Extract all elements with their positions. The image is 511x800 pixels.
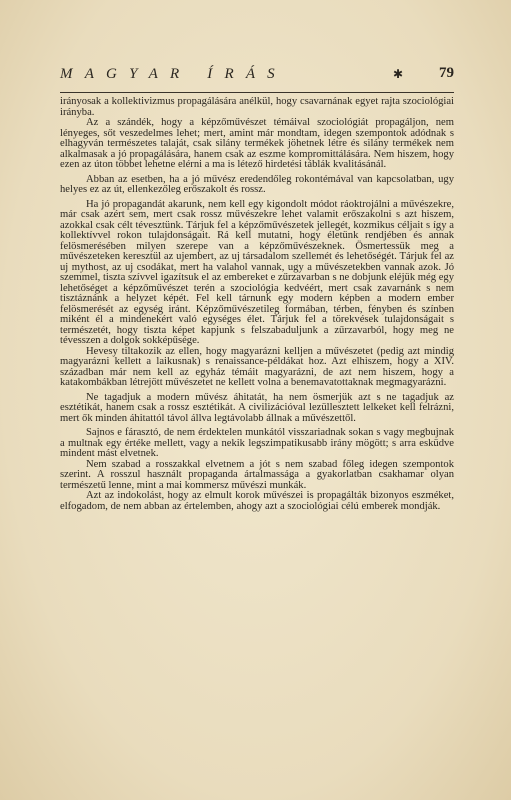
running-header (60, 66, 454, 88)
running-title: MAGYAR ÍRÁS (60, 66, 287, 82)
paragraph-5: Hevesy tiltakozik az ellen, hogy magyarázni kelljen a művészetet (pedig azt mindig magyarázni kellett a laikusnak) s renaissance-példákat hoz. Azt elhiszem, hogy a XIV. században már nem kell az egyház témáit magyarázni, de azt nem hiszem, hogy a katakombákban létrejött művészetet ne kellett volna a benemavatottaknak megmagyarázni. (60, 345, 454, 388)
paragraph-4: Ha jó propagandát akarunk, nem kell egy kigondolt módot ráoktrojálni a művészekre, már csak azért sem, mert csak rossz művészekre lehet valamit erőszakolni s azt hiszem, azokkal csak célt tévesztünk. Tárjuk fel a képzőművészetek jellegét, kozmikus céljait s így a kollektívvel rokon tulajdonságait. Rá kell mutatni, hogy életünk rendjében és annak felösmerésében milyen szerepe van a képzőművészeknek. Ösmertessük meg a művészeteken keresztül az ujembert, az uj társadalom szellemét és lehetőségét. Tárjuk fel az uj mythost, az uj csodákat, mert ha valahol vannak, ugy a művészetekben vannak azok. Jó szemmel, tiszta szívvel igazítsuk el az embereket e zűrzavarban s ne dobjunk eléjük még egy lehetőséget a képzőművészet terén a szociológia kedvéért, mert csak zavarnánk s nem tisztáznánk a helyzet képét. Fel kell tárnunk egy modern képben a modern ember felösmerését az egység iránt. Képzőművészetileg formában, térben, fényben és színben miként él a mindenekért való egységes élet. Tárjuk fel a törekvések tulajdonságait s természetét, hogy tiszta képet kapjunk s felszabaduljunk a zűrzavarból, hogy meg ne tévesszen a dolgok sokképűsége. (60, 198, 454, 346)
asterisk-ornament-icon: ✱ (393, 67, 404, 81)
paragraph-6: Ne tagadjuk a modern művész áhitatát, ha nem ösmerjük azt s ne tagadjuk az esztétikát, hanem csak a rossz esztétikát. A civilizációval lezüllesztett lelkeket kell felrázni, mert ők minden áhitattól távol állva legtávolabb állnak a művészettől. (60, 391, 454, 424)
paragraph-3: Abban az esetben, ha a jó művész eredendőleg rokontémával van kapcsolatban, ugy helyes ez az út, ellenkezőleg erőszakolt és rossz. (60, 173, 454, 195)
page-number: 79 (439, 65, 454, 81)
paragraph-7: Sajnos e fárasztó, de nem érdektelen munkától visszariadnak sokan s vagy megbujnak a multnak egy értéke mellett, vagy a nekik legszimpatikusabb irány mögött; s arra esküdve mindent mást elvetnek. (60, 427, 454, 459)
paragraph-9: Azt az indokolást, hogy az elmult korok művészei is propagálták bizonyos eszméket, elfogadom, de nem abban az értelemben, ahogy azt a szociológiai célú emberek mondják. (60, 490, 454, 512)
header-rule (60, 92, 454, 93)
paragraph-8: Nem szabad a rosszakkal elvetnem a jót s nem szabad főleg idegen szempontok szerint. A rosszul használt propaganda ártalmassága a gyakorlatban csakhamar olyan természetű lenne, mint a mai kommersz művészi munkák. (60, 458, 454, 491)
body-text (60, 97, 454, 512)
paragraph-1: irányosak a kollektivizmus propagálására anélkül, hogy csavarnának egyet rajta szociológiai irányba. (60, 96, 454, 118)
paragraph-2: Az a szándék, hogy a képzőművészet témáival szociológiát propagáljon, nem lényeges, sőt veszedelmes lehet; mert, amint már mondtam, idegen szempontok adódnak s elhagyván természetes talaját, csak silány termékek jöhetnek létre és silány termékek nem alkalmasak a jó propagálására, hanem csak az eszme kompromittálására. Nem hiszem, hogy ezen az úton többet lehetne elérni a ma is létező hirdetési táblák kvalitásánál. (60, 117, 454, 170)
